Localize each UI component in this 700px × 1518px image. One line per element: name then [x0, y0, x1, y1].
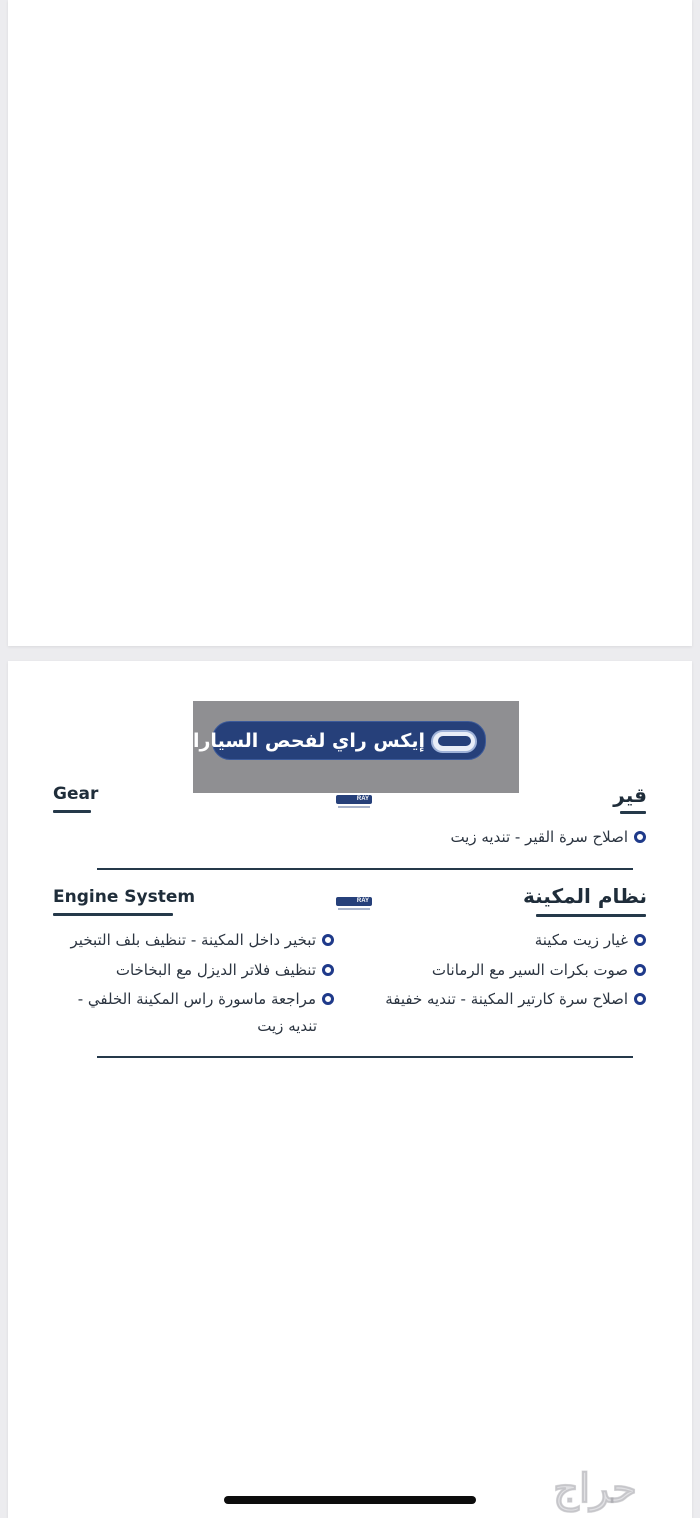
- gear-heading-ar-underline: [620, 811, 646, 814]
- engine-item: غيار زيت مكينة: [535, 927, 646, 953]
- xray-watermark-logo-icon: [336, 897, 372, 914]
- bullet-icon: [322, 934, 334, 946]
- engine-heading-en-underline: [53, 913, 173, 916]
- engine-item-continuation: تنديه زيت: [257, 1017, 317, 1035]
- bullet-icon: [634, 934, 646, 946]
- engine-item: صوت بكرات السير مع الرمانات: [432, 957, 646, 983]
- gear-heading-ar: قير: [613, 783, 647, 807]
- engine-heading-ar: نظام المكينة: [523, 884, 647, 908]
- site-watermark: حراج: [553, 1465, 637, 1512]
- bullet-icon: [322, 964, 334, 976]
- bullet-icon: [634, 993, 646, 1005]
- gear-heading-en: Gear: [53, 784, 99, 804]
- section-divider: [97, 1056, 633, 1058]
- xray-watermark-logo-icon: [336, 795, 372, 812]
- engine-item: تنظيف فلاتر الديزل مع البخاخات: [116, 957, 334, 983]
- blank-image-card: [8, 0, 692, 646]
- engine-item: مراجعة ماسورة راس المكينة الخلفي -: [78, 986, 334, 1012]
- home-indicator[interactable]: [224, 1496, 476, 1504]
- bullet-icon: [322, 993, 334, 1005]
- gear-item: اصلاح سرة القير - تنديه زيت: [450, 824, 646, 850]
- section-divider: [97, 868, 633, 870]
- engine-item: تبخير داخل المكينة - تنظيف بلف التبخير: [71, 927, 334, 953]
- header-banner: [173, 701, 519, 793]
- engine-heading-en: Engine System: [53, 887, 196, 907]
- banner-title: إيكس راي لفحص السيارات: [173, 730, 425, 752]
- engine-heading-ar-underline: [536, 914, 646, 917]
- inspection-report-card: [8, 661, 692, 1518]
- bullet-icon: [634, 831, 646, 843]
- bullet-icon: [634, 964, 646, 976]
- banner-pill: [173, 721, 486, 760]
- gear-heading-en-underline: [53, 810, 91, 813]
- xray-logo-icon: [431, 730, 477, 753]
- engine-item: اصلاح سرة كارتير المكينة - تنديه خفيفة: [385, 986, 646, 1012]
